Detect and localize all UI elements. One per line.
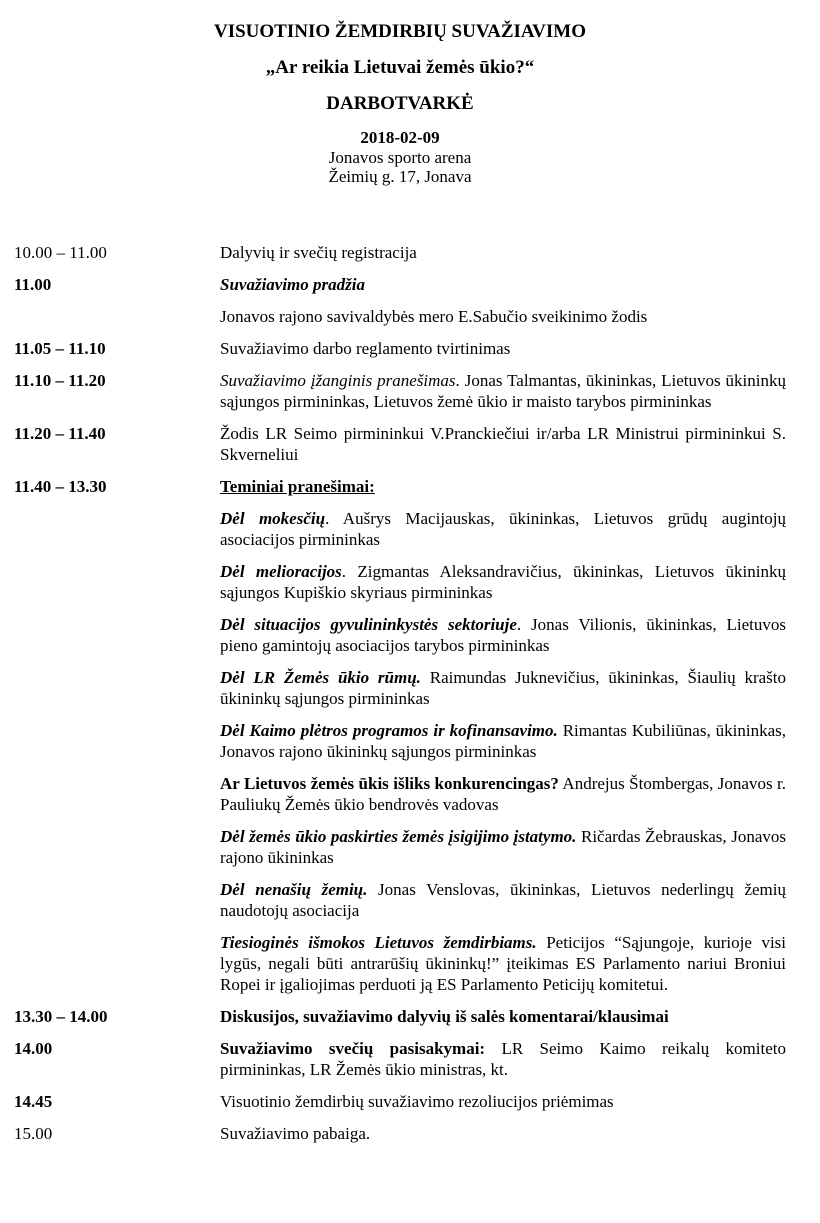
agenda-subitem: [220, 720, 786, 762]
agenda-title: Diskusijos, suvažiavimo dalyvių iš salės komentarai/klausimai: [220, 1007, 669, 1026]
agenda-time: 11.20 – 11.40: [14, 424, 106, 443]
agenda-item: [14, 274, 788, 295]
agenda-item: [14, 1038, 788, 1080]
agenda-item: [14, 1006, 788, 1027]
agenda-title: Dėl melioracijos: [220, 562, 342, 581]
agenda-title: Suvažiavimo įžanginis pranešimas: [220, 371, 456, 390]
agenda-text: Dalyvių ir svečių registracija: [220, 243, 417, 262]
agenda-text: Jonavos rajono savivaldybės mero E.Sabučio sveikinimo žodis: [220, 307, 648, 326]
agenda-item: [14, 242, 788, 263]
document-header: [0, 20, 800, 186]
agenda-title: Dėl LR Žemės ūkio rūmų.: [220, 668, 421, 687]
agenda-time: 13.30 – 14.00: [14, 1007, 108, 1026]
agenda-title: Suvažiavimo pradžia: [220, 275, 365, 294]
agenda-text: . Jonas Vilionis, ūkininkas, Lietuvos pieno gamintojų asociacijos tarybos pirmininkas: [220, 615, 786, 655]
agenda-heading: DARBOTVARKĖ: [326, 93, 474, 114]
agenda-text: LR Seimo Kaimo reikalų komiteto pirmininkas, LR Žemės ūkio ministras, kt.: [220, 1039, 786, 1079]
agenda-text: Suvažiavimo pabaiga.: [220, 1124, 371, 1143]
agenda-item: [14, 1091, 788, 1112]
agenda-text: Žodis LR Seimo pirmininkui V.Pranckiečiui ir/arba LR Ministrui pirmininkui S. Skverneliui: [220, 424, 786, 464]
agenda-time: 11.05 – 11.10: [14, 339, 106, 358]
agenda-time: 10.00 – 11.00: [14, 243, 107, 262]
agenda-subitem: [220, 879, 786, 921]
agenda-item: [14, 423, 788, 465]
agenda-item: [14, 1123, 788, 1144]
agenda-title: Dėl žemės ūkio paskirties žemės įsigijimo įstatymo.: [220, 827, 577, 846]
agenda-text: Andrejus Štombergas, Jonavos r. Pauliukų Žemės ūkio bendrovės vadovas: [220, 774, 786, 814]
agenda-item: [14, 476, 788, 497]
agenda-text: Jonas Venslovas, ūkininkas, Lietuvos nederlingų žemių naudotojų asociacija: [220, 880, 786, 920]
agenda-title: Ar Lietuvos žemės ūkis išliks konkurencingas?: [220, 774, 559, 793]
agenda-subitem: [220, 561, 786, 603]
agenda-subitem: [220, 614, 786, 656]
agenda-text: . Aušrys Macijauskas, ūkininkas, Lietuvos grūdų augintojų asociacijos pirmininkas: [220, 509, 787, 549]
agenda-subitem: [220, 773, 786, 815]
agenda-title: Dėl mokesčių: [220, 509, 326, 528]
agenda-text: Suvažiavimo darbo reglamento tvirtinimas: [220, 339, 511, 358]
event-address: Žeimių g. 17, Jonava: [328, 167, 472, 186]
agenda-time: 14.45: [14, 1092, 53, 1111]
event-date: 2018-02-09: [360, 128, 440, 147]
document-title: VISUOTINIO ŽEMDIRBIŲ SUVAŽIAVIMO: [214, 21, 586, 42]
agenda-time: 11.00: [14, 275, 52, 294]
agenda-subitem: [220, 826, 786, 868]
agenda-subitem: [220, 508, 786, 550]
agenda-item: [14, 370, 788, 412]
agenda-time: 14.00: [14, 1039, 53, 1058]
event-venue: Jonavos sporto arena: [328, 148, 472, 167]
agenda-text: Raimundas Juknevičius, ūkininkas, Šiaulių krašto ūkininkų sąjungos pirmininkas: [220, 668, 786, 708]
agenda-text: Visuotinio žemdirbių suvažiavimo rezoliucijos priėmimas: [220, 1092, 614, 1111]
agenda-text: . Jonas Talmantas, ūkininkas, Lietuvos ūkininkų sąjungos pirmininkas, Lietuvos žemė ūkio ir maisto tarybos pirmininkas: [220, 371, 786, 411]
agenda-subitem: [220, 306, 786, 327]
agenda-title: Dėl situacijos gyvulininkystės sektoriuje: [220, 615, 517, 634]
agenda-text: Ričardas Žebrauskas, Jonavos rajono ūkininkas: [220, 827, 786, 867]
agenda-subitem: [220, 667, 786, 709]
agenda-title: Suvažiavimo svečių pasisakymai:: [220, 1039, 486, 1058]
agenda-title: Dėl Kaimo plėtros programos ir kofinansavimo.: [220, 721, 558, 740]
agenda-list: [14, 242, 788, 1155]
agenda-time: 15.00: [14, 1124, 53, 1143]
agenda-text: Peticijos “Sąjungoje, kurioje visi lygūs, negali būti antrarūšių ūkininkų!” įteikimas ES Parlamento nariui Broniui Ropei ir įgaliojimas perduoti ją ES Parlamento Peticijų komitetui.: [220, 933, 786, 994]
agenda-section-title: Teminiai pranešimai:: [220, 477, 375, 496]
agenda-time: 11.40 – 13.30: [14, 477, 107, 496]
agenda-item: [14, 338, 788, 359]
agenda-time: 11.10 – 11.20: [14, 371, 106, 390]
agenda-subitem: [220, 932, 786, 995]
agenda-text: Rimantas Kubiliūnas, ūkininkas, Jonavos rajono ūkininkų sąjungos pirmininkas: [220, 721, 786, 761]
agenda-title: Tiesioginės išmokos Lietuvos žemdirbiams.: [220, 933, 537, 952]
agenda-title: Dėl nenašių žemių.: [220, 880, 368, 899]
agenda-text: . Zigmantas Aleksandravičius, ūkininkas, Lietuvos ūkininkų sąjungos Kupiškio skyriaus pirmininkas: [220, 562, 786, 602]
event-subtitle: „Ar reikia Lietuvai žemės ūkio?“: [265, 57, 535, 78]
